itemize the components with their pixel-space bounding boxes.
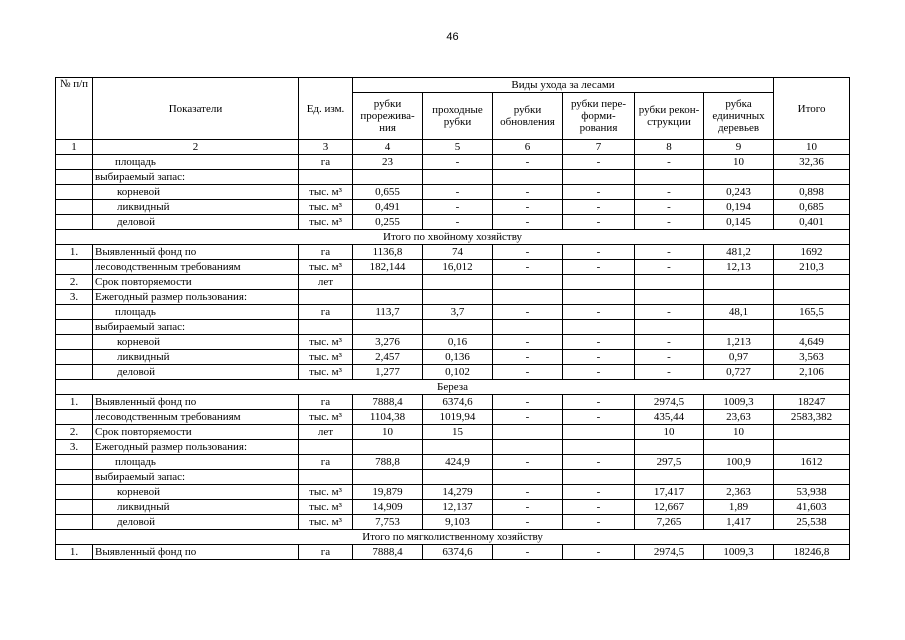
row-unit: тыс. м³ [299,350,353,365]
row-value [563,170,635,185]
row-unit: тыс. м³ [299,485,353,500]
row-value: 2,363 [704,485,774,500]
row-value [423,170,493,185]
row-value: 0,97 [704,350,774,365]
row-value: - [493,215,563,230]
row-number [56,455,93,470]
row-number: 3. [56,440,93,455]
row-label: Выявленный фонд по [93,545,299,560]
row-value: - [493,260,563,275]
row-unit [299,440,353,455]
header-num: № п/п [56,78,93,140]
row-value: - [493,455,563,470]
col-number: 3 [299,140,353,155]
row-unit: га [299,455,353,470]
row-value: - [563,350,635,365]
col-number: 4 [353,140,423,155]
row-value: 9,103 [423,515,493,530]
row-value: 17,417 [635,485,704,500]
row-value: 14,909 [353,500,423,515]
row-value: 1,417 [704,515,774,530]
row-label: корневой [93,485,299,500]
row-unit: лет [299,425,353,440]
row-value: 1,213 [704,335,774,350]
row-value [493,290,563,305]
header-type-reforming: рубки пере-форми-рования [563,93,635,140]
header-type-renewal: рубки обновления [493,93,563,140]
row-value: 12,667 [635,500,704,515]
row-total: 53,938 [774,485,850,500]
row-unit [299,470,353,485]
row-value: - [635,185,704,200]
row-value: 0,194 [704,200,774,215]
row-value: - [423,200,493,215]
row-label: площадь [93,455,299,470]
row-value: - [635,245,704,260]
row-value [353,275,423,290]
row-label: лесоводственным требованиям [93,260,299,275]
row-value: - [423,185,493,200]
row-value: - [493,485,563,500]
row-total: 32,36 [774,155,850,170]
row-value [704,170,774,185]
row-value: 1019,94 [423,410,493,425]
row-number: 1. [56,245,93,260]
header-type-reconstruction: рубки рекон-струкции [635,93,704,140]
row-value [493,275,563,290]
row-total [774,275,850,290]
row-value: - [493,185,563,200]
row-total: 18247 [774,395,850,410]
row-unit: тыс. м³ [299,365,353,380]
header-indicator: Показатели [93,78,299,140]
row-total: 4,649 [774,335,850,350]
row-label: Выявленный фонд по [93,395,299,410]
row-value [704,320,774,335]
table-row [56,455,850,470]
row-value: - [493,335,563,350]
col-number: 1 [56,140,93,155]
row-value: 23 [353,155,423,170]
row-value: - [635,200,704,215]
row-value: 19,879 [353,485,423,500]
row-value: - [563,215,635,230]
row-unit: тыс. м³ [299,185,353,200]
table-row [56,260,850,275]
section-title: Береза [56,380,850,395]
table-row [56,410,850,425]
row-value: 12,13 [704,260,774,275]
row-value: - [563,200,635,215]
row-value: - [493,350,563,365]
row-total [774,425,850,440]
table-row [56,335,850,350]
row-number: 2. [56,275,93,290]
row-total [774,290,850,305]
row-value [563,320,635,335]
row-value: - [493,200,563,215]
row-value [493,320,563,335]
table-row [56,185,850,200]
row-total: 165,5 [774,305,850,320]
row-number [56,320,93,335]
table-row [56,515,850,530]
row-value: 1009,3 [704,545,774,560]
row-number [56,515,93,530]
row-number [56,350,93,365]
row-value: 7,265 [635,515,704,530]
header-type-thinning: рубки прорежива-ния [353,93,423,140]
row-total: 3,563 [774,350,850,365]
row-total: 0,401 [774,215,850,230]
row-value: - [635,260,704,275]
row-value: 10 [353,425,423,440]
row-number [56,335,93,350]
row-total: 25,538 [774,515,850,530]
row-unit: га [299,395,353,410]
row-unit: лет [299,275,353,290]
row-unit [299,170,353,185]
row-value [423,290,493,305]
row-number: 3. [56,290,93,305]
row-value: - [493,515,563,530]
row-unit: га [299,245,353,260]
table-body [56,155,850,560]
table-row [56,245,850,260]
row-value [635,170,704,185]
row-label: корневой [93,335,299,350]
col-number: 5 [423,140,493,155]
row-total: 0,898 [774,185,850,200]
row-total: 41,603 [774,500,850,515]
row-value [635,320,704,335]
row-unit: га [299,305,353,320]
row-value: - [563,545,635,560]
row-label: выбираемый запас: [93,320,299,335]
row-value: 0,255 [353,215,423,230]
row-value [353,170,423,185]
row-value: 0,727 [704,365,774,380]
row-value: - [423,155,493,170]
row-value [493,425,563,440]
row-value: 1,277 [353,365,423,380]
section-row [56,380,850,395]
row-value: - [563,260,635,275]
table-row [56,305,850,320]
row-value [635,440,704,455]
row-number [56,185,93,200]
row-value [353,440,423,455]
row-unit [299,320,353,335]
row-value [423,440,493,455]
row-value: 1136,8 [353,245,423,260]
row-value [635,470,704,485]
row-value [353,470,423,485]
row-unit: тыс. м³ [299,515,353,530]
row-value: 48,1 [704,305,774,320]
row-value: - [635,335,704,350]
row-value: 7888,4 [353,545,423,560]
table-row [56,200,850,215]
row-value: 0,243 [704,185,774,200]
row-number [56,155,93,170]
row-total: 0,685 [774,200,850,215]
row-label: деловой [93,515,299,530]
row-label: Выявленный фонд по [93,245,299,260]
row-total: 210,3 [774,260,850,275]
row-value: - [493,305,563,320]
row-value: 788,8 [353,455,423,470]
row-label: корневой [93,185,299,200]
row-value: 3,276 [353,335,423,350]
row-value: - [493,500,563,515]
row-number [56,500,93,515]
row-label: деловой [93,215,299,230]
row-value: 182,144 [353,260,423,275]
row-value [704,275,774,290]
row-label: ликвидный [93,500,299,515]
row-value [563,290,635,305]
row-value: 100,9 [704,455,774,470]
row-value: 10 [704,425,774,440]
row-value: - [493,410,563,425]
table-row [56,395,850,410]
col-number: 7 [563,140,635,155]
row-value: 424,9 [423,455,493,470]
section-row [56,230,850,245]
row-value: 113,7 [353,305,423,320]
row-value: - [635,365,704,380]
row-unit: тыс. м³ [299,215,353,230]
row-value: - [563,410,635,425]
row-label: ликвидный [93,200,299,215]
row-total [774,440,850,455]
row-value: - [563,455,635,470]
table-row [56,485,850,500]
row-value: 12,137 [423,500,493,515]
row-value: 74 [423,245,493,260]
row-value: - [563,305,635,320]
section-title: Итого по мягколиственному хозяйству [56,530,850,545]
table-row [56,500,850,515]
row-value [563,275,635,290]
row-label: ликвидный [93,350,299,365]
row-value [704,440,774,455]
row-value: 7,753 [353,515,423,530]
row-unit: тыс. м³ [299,200,353,215]
table-row [56,155,850,170]
row-value: 0,136 [423,350,493,365]
row-number [56,170,93,185]
row-value [563,440,635,455]
row-value: - [493,245,563,260]
row-total: 18246,8 [774,545,850,560]
section-row [56,530,850,545]
row-value: - [493,155,563,170]
column-numbers-row [56,140,850,155]
row-value: 2,457 [353,350,423,365]
row-value: - [563,515,635,530]
row-value: 7888,4 [353,395,423,410]
table-row [56,320,850,335]
row-value: - [493,395,563,410]
row-value: 1104,38 [353,410,423,425]
row-value: 14,279 [423,485,493,500]
col-number: 8 [635,140,704,155]
row-value: - [493,545,563,560]
row-value: - [635,305,704,320]
row-unit: га [299,545,353,560]
row-number [56,485,93,500]
row-label: Ежегодный размер пользования: [93,290,299,305]
table-row [56,215,850,230]
row-value: - [563,245,635,260]
header-group: Виды ухода за лесами [353,78,774,93]
header-total: Итого [774,78,850,140]
row-value [563,470,635,485]
row-value: - [563,395,635,410]
row-value [493,470,563,485]
row-value [353,290,423,305]
row-total [774,320,850,335]
row-total [774,470,850,485]
row-value: - [563,185,635,200]
row-value [493,440,563,455]
row-number: 2. [56,425,93,440]
row-unit: га [299,155,353,170]
row-value [423,275,493,290]
row-value: 6374,6 [423,395,493,410]
row-value: 6374,6 [423,545,493,560]
row-number [56,470,93,485]
row-value [353,320,423,335]
section-title: Итого по хвойному хозяйству [56,230,850,245]
row-value: 2974,5 [635,545,704,560]
row-value: 0,491 [353,200,423,215]
row-value: 23,63 [704,410,774,425]
row-value: 481,2 [704,245,774,260]
row-value: 3,7 [423,305,493,320]
col-number: 10 [774,140,850,155]
row-label: лесоводственным требованиям [93,410,299,425]
row-value [563,425,635,440]
row-number: 1. [56,545,93,560]
row-value: - [493,365,563,380]
table-row [56,425,850,440]
row-value [704,290,774,305]
row-unit [299,290,353,305]
row-value: 297,5 [635,455,704,470]
table-header [56,78,850,155]
header-type-single-trees: рубка единичных деревьев [704,93,774,140]
row-value: 0,102 [423,365,493,380]
row-label: площадь [93,305,299,320]
col-number: 6 [493,140,563,155]
row-value: 0,16 [423,335,493,350]
row-value: 0,145 [704,215,774,230]
row-value: 10 [704,155,774,170]
table-row [56,365,850,380]
table-row [56,350,850,365]
row-value: - [563,335,635,350]
row-value: 435,44 [635,410,704,425]
row-label: площадь [93,155,299,170]
row-number [56,365,93,380]
row-unit: тыс. м³ [299,500,353,515]
row-value: - [635,215,704,230]
row-value: - [563,485,635,500]
row-value: 0,655 [353,185,423,200]
row-total: 1692 [774,245,850,260]
row-number [56,305,93,320]
row-value: - [635,350,704,365]
col-number: 2 [93,140,299,155]
row-unit: тыс. м³ [299,260,353,275]
row-value: - [423,215,493,230]
row-value: - [563,365,635,380]
row-value: - [563,500,635,515]
header-type-passage: проходные рубки [423,93,493,140]
row-label: выбираемый запас: [93,470,299,485]
table-row [56,470,850,485]
row-total: 2,106 [774,365,850,380]
row-total: 2583,382 [774,410,850,425]
table-row [56,290,850,305]
row-label: Ежегодный размер пользования: [93,440,299,455]
row-value: 1009,3 [704,395,774,410]
row-value [635,290,704,305]
row-value [635,275,704,290]
row-number [56,200,93,215]
row-value: - [635,155,704,170]
row-number [56,260,93,275]
row-label: деловой [93,365,299,380]
forest-care-table [55,77,850,560]
row-value [423,320,493,335]
row-label: выбираемый запас: [93,170,299,185]
row-value: 15 [423,425,493,440]
header-unit: Ед. изм. [299,78,353,140]
row-total: 1612 [774,455,850,470]
table-row [56,275,850,290]
table-row [56,170,850,185]
row-number: 1. [56,395,93,410]
row-value [423,470,493,485]
row-value: 16,012 [423,260,493,275]
table-row [56,440,850,455]
row-value: 2974,5 [635,395,704,410]
row-label: Срок повторяемости [93,425,299,440]
row-value: 1,89 [704,500,774,515]
row-number [56,215,93,230]
row-value: - [563,155,635,170]
row-number [56,410,93,425]
row-label: Срок повторяемости [93,275,299,290]
row-unit: тыс. м³ [299,335,353,350]
row-total [774,170,850,185]
row-value [493,170,563,185]
row-value: 10 [635,425,704,440]
col-number: 9 [704,140,774,155]
table-row [56,545,850,560]
row-unit: тыс. м³ [299,410,353,425]
row-value [704,470,774,485]
page-number: 46 [446,31,459,43]
